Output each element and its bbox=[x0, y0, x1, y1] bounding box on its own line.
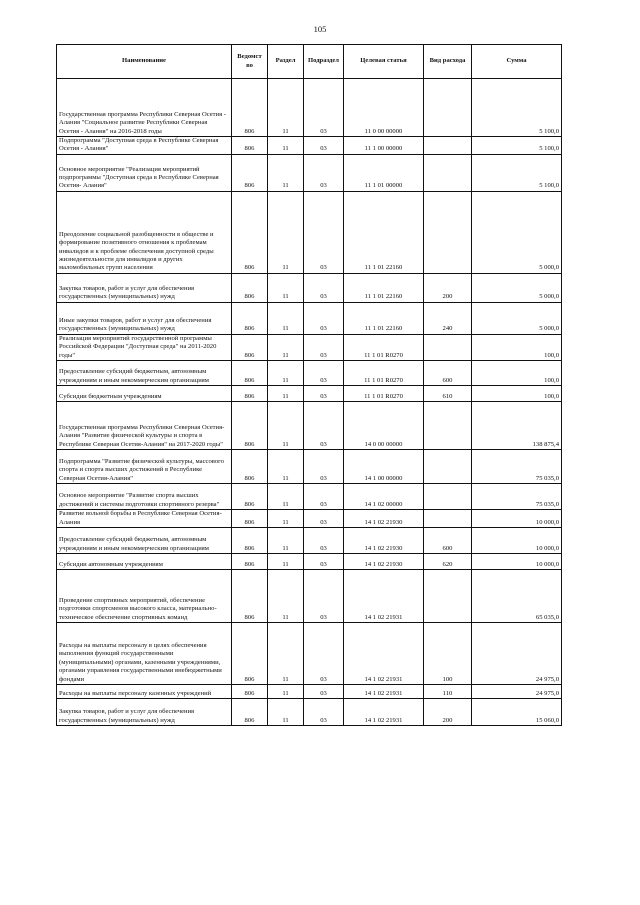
row-podrazdel: 03 bbox=[304, 302, 344, 334]
row-sum: 5 000,0 bbox=[472, 273, 562, 302]
row-ved: 806 bbox=[232, 484, 268, 510]
row-podrazdel: 03 bbox=[304, 79, 344, 137]
header-row bbox=[57, 45, 562, 79]
row-sum: 10 000,0 bbox=[472, 510, 562, 528]
row-podrazdel: 03 bbox=[304, 570, 344, 623]
table-row bbox=[57, 361, 562, 386]
row-article: 11 1 01 22160 bbox=[344, 273, 424, 302]
row-sum: 5 100,0 bbox=[472, 154, 562, 191]
row-podrazdel: 03 bbox=[304, 137, 344, 155]
row-podrazdel: 03 bbox=[304, 361, 344, 386]
row-sum: 100,0 bbox=[472, 334, 562, 360]
row-podrazdel: 03 bbox=[304, 402, 344, 450]
row-ved: 806 bbox=[232, 334, 268, 360]
col-header-ved: Ведомст во bbox=[232, 45, 268, 79]
row-article: 11 1 01 R0270 bbox=[344, 386, 424, 402]
row-razdel: 11 bbox=[268, 570, 304, 623]
row-podrazdel: 03 bbox=[304, 685, 344, 699]
budget-table bbox=[56, 44, 562, 726]
row-razdel: 11 bbox=[268, 450, 304, 484]
row-razdel: 11 bbox=[268, 623, 304, 685]
row-name: Расходы на выплаты персоналу казенных учреждений bbox=[57, 685, 232, 699]
row-name: Подпрограмма "Доступная среда в Республике Северная Осетия - Алания" bbox=[57, 137, 232, 155]
row-sum: 100,0 bbox=[472, 386, 562, 402]
row-ved: 806 bbox=[232, 510, 268, 528]
page-number: 105 bbox=[313, 24, 327, 34]
table-row bbox=[57, 302, 562, 334]
row-sum: 10 000,0 bbox=[472, 554, 562, 570]
table-row bbox=[57, 510, 562, 528]
row-vid: 600 bbox=[424, 361, 472, 386]
row-name: Проведение спортивных мероприятий, обеспечение подготовки спортсменов высокого класса, материально-техническое обеспечение спортивных команд bbox=[57, 570, 232, 623]
col-header-sum: Сумма bbox=[472, 45, 562, 79]
row-ved: 806 bbox=[232, 570, 268, 623]
row-razdel: 11 bbox=[268, 334, 304, 360]
row-vid: 100 bbox=[424, 623, 472, 685]
row-ved: 806 bbox=[232, 554, 268, 570]
table-row bbox=[57, 79, 562, 137]
row-vid: 200 bbox=[424, 699, 472, 726]
row-vid bbox=[424, 79, 472, 137]
row-ved: 806 bbox=[232, 79, 268, 137]
row-name: Предоставление субсидий бюджетным, автономным учреждениям и иным некоммерческим организациям bbox=[57, 361, 232, 386]
row-sum: 75 035,0 bbox=[472, 484, 562, 510]
row-article: 11 1 00 00000 bbox=[344, 137, 424, 155]
row-ved: 806 bbox=[232, 137, 268, 155]
row-ved: 806 bbox=[232, 386, 268, 402]
table-row bbox=[57, 699, 562, 726]
row-podrazdel: 03 bbox=[304, 273, 344, 302]
row-vid: 620 bbox=[424, 554, 472, 570]
row-razdel: 11 bbox=[268, 528, 304, 554]
table-row bbox=[57, 450, 562, 484]
row-name: Расходы на выплаты персоналу в целях обеспечения выполнения функций государственными (муниципальными) органами, казенными учреждениями, органами управления государственными внебюджетными фондами bbox=[57, 623, 232, 685]
row-name: Подпрограмма "Развитие физической культуры, массового спорта и спорта высших достижений в Республике Северная Осетия-Алания" bbox=[57, 450, 232, 484]
row-name: Преодоление социальной разобщенности в обществе и формирование позитивного отношения к проблемам инвалидов и к проблеме обеспечения доступной среды жизнедеятельности для инвалидов и других маломобильных групп населения bbox=[57, 191, 232, 273]
row-vid bbox=[424, 402, 472, 450]
row-name: Закупка товаров, работ и услуг для обеспечения государственных (муниципальных) нужд bbox=[57, 699, 232, 726]
row-vid: 240 bbox=[424, 302, 472, 334]
row-sum: 75 035,0 bbox=[472, 450, 562, 484]
row-razdel: 11 bbox=[268, 302, 304, 334]
row-vid bbox=[424, 484, 472, 510]
row-name: Иные закупки товаров, работ и услуг для обеспечения государственных (муниципальных) нужд bbox=[57, 302, 232, 334]
row-sum: 24 975,0 bbox=[472, 623, 562, 685]
row-article: 14 1 02 21931 bbox=[344, 685, 424, 699]
row-ved: 806 bbox=[232, 528, 268, 554]
table-row bbox=[57, 273, 562, 302]
table-row bbox=[57, 484, 562, 510]
col-header-razdel: Раздел bbox=[268, 45, 304, 79]
row-article: 14 1 02 21930 bbox=[344, 510, 424, 528]
row-sum: 5 100,0 bbox=[472, 137, 562, 155]
row-name: Предоставление субсидий бюджетным, автономным учреждениям и иным некоммерческим организациям bbox=[57, 528, 232, 554]
row-article: 11 1 01 R0270 bbox=[344, 361, 424, 386]
row-podrazdel: 03 bbox=[304, 623, 344, 685]
row-ved: 806 bbox=[232, 699, 268, 726]
row-article: 14 1 02 21930 bbox=[344, 528, 424, 554]
row-name: Субсидии автономным учреждениям bbox=[57, 554, 232, 570]
row-article: 11 0 00 00000 bbox=[344, 79, 424, 137]
row-razdel: 11 bbox=[268, 137, 304, 155]
table-row bbox=[57, 386, 562, 402]
row-ved: 806 bbox=[232, 154, 268, 191]
row-name: Реализация мероприятий государственной программы Российской Федерации "Доступная среда" на 2011-2020 годы" bbox=[57, 334, 232, 360]
row-vid: 200 bbox=[424, 273, 472, 302]
row-vid bbox=[424, 510, 472, 528]
row-sum: 5 100,0 bbox=[472, 79, 562, 137]
row-podrazdel: 03 bbox=[304, 450, 344, 484]
row-article: 14 1 02 21930 bbox=[344, 554, 424, 570]
row-vid: 600 bbox=[424, 528, 472, 554]
row-name: Основное мероприятие "Реализация мероприятий подпрограммы "Доступная среда в Республике Северная Осетия- Алания" bbox=[57, 154, 232, 191]
row-razdel: 11 bbox=[268, 554, 304, 570]
row-ved: 806 bbox=[232, 302, 268, 334]
row-name: Развитие вольной борьбы в Республике Северная Осетия-Алания bbox=[57, 510, 232, 528]
row-vid bbox=[424, 137, 472, 155]
table-row bbox=[57, 154, 562, 191]
row-podrazdel: 03 bbox=[304, 528, 344, 554]
row-sum: 15 060,0 bbox=[472, 699, 562, 726]
col-header-article: Целевая статья bbox=[344, 45, 424, 79]
row-article: 11 1 01 22160 bbox=[344, 302, 424, 334]
table-row bbox=[57, 402, 562, 450]
row-vid: 110 bbox=[424, 685, 472, 699]
row-article: 14 1 02 21931 bbox=[344, 623, 424, 685]
row-article: 14 1 00 00000 bbox=[344, 450, 424, 484]
row-razdel: 11 bbox=[268, 361, 304, 386]
row-podrazdel: 03 bbox=[304, 386, 344, 402]
row-sum: 5 000,0 bbox=[472, 191, 562, 273]
row-name: Закупка товаров, работ и услуг для обеспечения государственных (муниципальных) нужд bbox=[57, 273, 232, 302]
row-article: 11 1 01 22160 bbox=[344, 191, 424, 273]
row-razdel: 11 bbox=[268, 685, 304, 699]
row-podrazdel: 03 bbox=[304, 154, 344, 191]
row-podrazdel: 03 bbox=[304, 191, 344, 273]
row-ved: 806 bbox=[232, 402, 268, 450]
row-razdel: 11 bbox=[268, 484, 304, 510]
row-article: 14 1 02 00000 bbox=[344, 484, 424, 510]
row-sum: 138 875,4 bbox=[472, 402, 562, 450]
row-razdel: 11 bbox=[268, 79, 304, 137]
table-row bbox=[57, 570, 562, 623]
row-razdel: 11 bbox=[268, 402, 304, 450]
col-header-name: Наименование bbox=[57, 45, 232, 79]
row-podrazdel: 03 bbox=[304, 699, 344, 726]
col-header-vid: Вид расхода bbox=[424, 45, 472, 79]
row-sum: 10 000,0 bbox=[472, 528, 562, 554]
table-row bbox=[57, 685, 562, 699]
table-row bbox=[57, 191, 562, 273]
row-podrazdel: 03 bbox=[304, 510, 344, 528]
row-razdel: 11 bbox=[268, 386, 304, 402]
row-name: Государственная программа Республики Северная Осетия-Алания "Развитие физической культуры и спорта в Республике Северная Осетия-Алания" на 2017-2020 годы" bbox=[57, 402, 232, 450]
row-vid bbox=[424, 450, 472, 484]
row-ved: 806 bbox=[232, 685, 268, 699]
row-podrazdel: 03 bbox=[304, 334, 344, 360]
row-podrazdel: 03 bbox=[304, 484, 344, 510]
row-ved: 806 bbox=[232, 450, 268, 484]
table-row bbox=[57, 137, 562, 155]
row-vid bbox=[424, 570, 472, 623]
row-ved: 806 bbox=[232, 361, 268, 386]
row-article: 14 0 00 00000 bbox=[344, 402, 424, 450]
row-vid bbox=[424, 191, 472, 273]
row-ved: 806 bbox=[232, 623, 268, 685]
table-row bbox=[57, 334, 562, 360]
row-article: 14 1 02 21931 bbox=[344, 699, 424, 726]
row-name: Государственная программа Республики Северная Осетия - Алания "Социальное развитие Республики Северная Осетия - Алания" на 2016-2018 годы bbox=[57, 79, 232, 137]
row-vid bbox=[424, 154, 472, 191]
row-razdel: 11 bbox=[268, 191, 304, 273]
row-ved: 806 bbox=[232, 273, 268, 302]
row-razdel: 11 bbox=[268, 510, 304, 528]
row-vid bbox=[424, 334, 472, 360]
row-name: Основное мероприятие "Развитие спорта высших достижений и системы подготовки спортивного резерва" bbox=[57, 484, 232, 510]
table-row bbox=[57, 528, 562, 554]
table-row bbox=[57, 623, 562, 685]
row-sum: 24 975,0 bbox=[472, 685, 562, 699]
row-sum: 65 035,0 bbox=[472, 570, 562, 623]
table-row bbox=[57, 554, 562, 570]
row-sum: 100,0 bbox=[472, 361, 562, 386]
row-razdel: 11 bbox=[268, 154, 304, 191]
row-name: Субсидии бюджетным учреждениям bbox=[57, 386, 232, 402]
col-header-podrazdel: Подраздел bbox=[304, 45, 344, 79]
row-razdel: 11 bbox=[268, 273, 304, 302]
row-razdel: 11 bbox=[268, 699, 304, 726]
row-podrazdel: 03 bbox=[304, 554, 344, 570]
row-vid: 610 bbox=[424, 386, 472, 402]
row-article: 14 1 02 21931 bbox=[344, 570, 424, 623]
row-ved: 806 bbox=[232, 191, 268, 273]
row-article: 11 1 01 R0270 bbox=[344, 334, 424, 360]
row-sum: 5 000,0 bbox=[472, 302, 562, 334]
row-article: 11 1 01 00000 bbox=[344, 154, 424, 191]
